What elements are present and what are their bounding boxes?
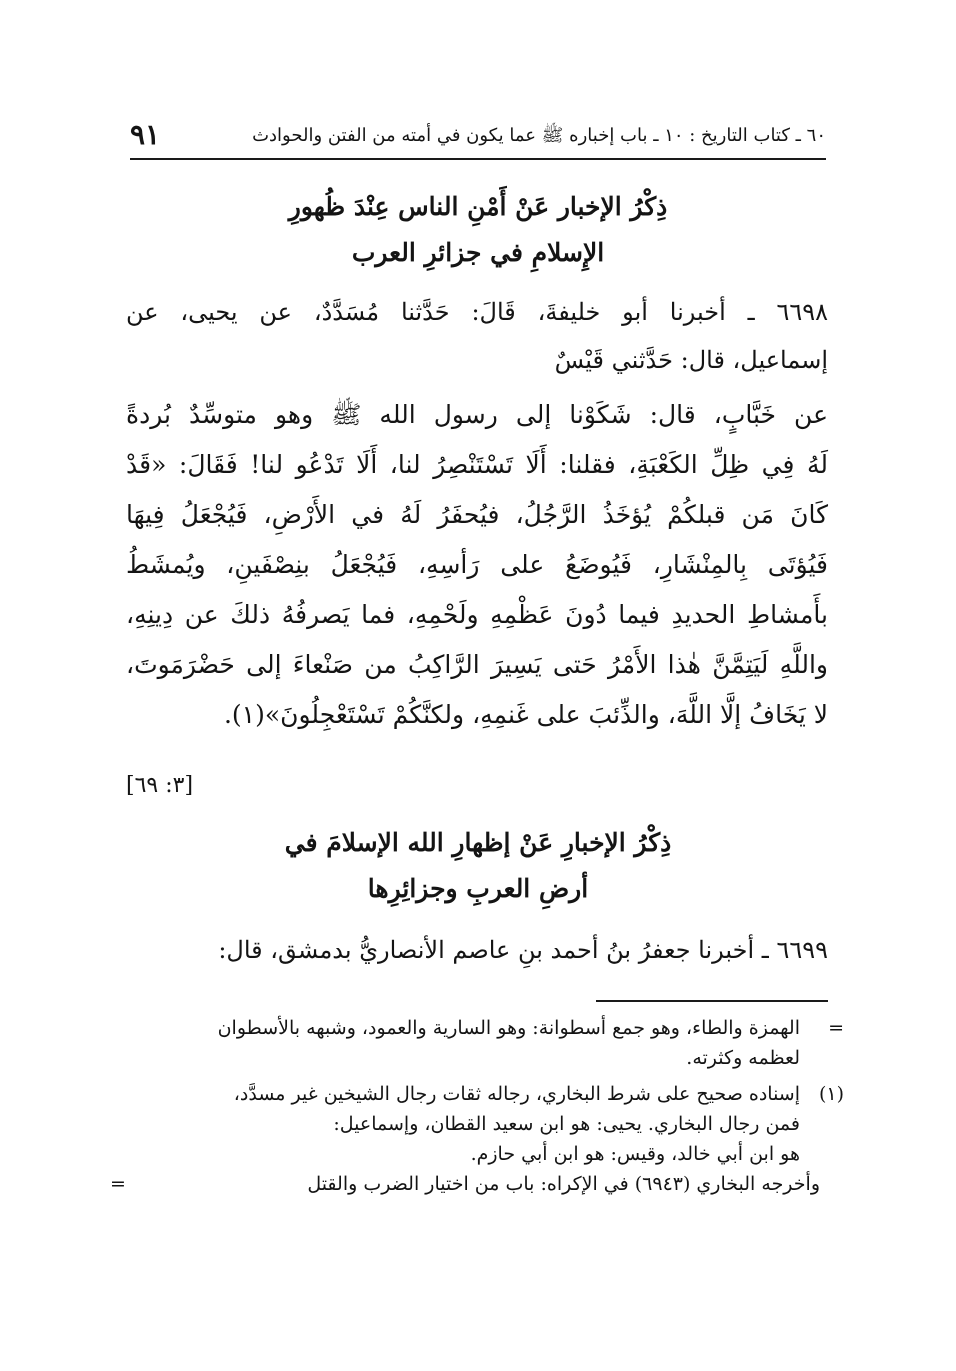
hadith-isnad [126, 288, 828, 384]
heading-line: الإِسلامِ في جزائرِ العرب [351, 238, 605, 267]
isnad-line: إسماعيل، قال: حَدَّثني قَيْسٌ [554, 346, 828, 374]
footnote-line: وأخرجه البخاري (٦٩٤٣) في الإكراه: باب من اختيار الضرب والقتل [307, 1173, 820, 1195]
matn-line: لَهُ فِي ظِلِّ الكَعْبَةِ، فقلنا: أَلَا تَسْتَنْصِرُ لنا، أَلَا تَدْعُو لنا! فَقَالَ: «قَدْ [126, 450, 828, 479]
footnotes [110, 1013, 844, 1199]
isnad-line: ٦٦٩٨ ـ أخبرنا أبو خليفةَ، قَالَ: حَدَّثنا مُسَدَّدٌ، عن يحيى، عن [126, 298, 828, 326]
footnote [110, 1079, 844, 1169]
footnote-line: لعظمه وكثرته. [686, 1047, 800, 1069]
matn-line: فَيُؤتَى بِالمِنْشَارِ، فَيُوضَعُ على رَأسِهِ، فَيُجْعَلُ بنِصْفَينِ، ويُمشَطُ [126, 550, 828, 579]
footnote-line: هو ابن أبي خالد، وقيس: هو ابن أبي حازم. [470, 1143, 800, 1165]
matn-line: كَانَ مَن قبلكُمْ يُؤخَذُ الرَّجُلُ، فيُحفَرُ لَهُ في الأَرْضِ، فَيُجْعَلُ فِيهَا [126, 500, 828, 529]
section-heading [120, 820, 836, 912]
matn-line: واللَّهِ لَيَتِمَّنَّ هٰذا الأَمْرُ حَتى يَسِيرَ الرَّاكِبُ من صَنْعاءَ إلى حَضْرَمَوتَ، [126, 650, 828, 679]
matn-line: بأَمشاطِ الحديدِ فيما دُونَ عَظْمِهِ ولَحْمِهِ، فما يَصرفُهُ ذلكَ عن دِينِهِ، [126, 600, 828, 629]
running-header [130, 118, 826, 158]
page-number: ٩١ [130, 118, 161, 151]
header-rule [130, 158, 826, 160]
footnote-marker: = [828, 1017, 844, 1039]
continuation-mark: = [110, 1173, 126, 1195]
footnote-line: إسناده صحيح على شرط البخاري، رجاله ثقات رجال الشيخين غير مسدَّد، [233, 1083, 800, 1105]
isnad-line: ٦٦٩٩ ـ أخبرنا جعفرُ بنُ أحمد بنِ عاصم الأنصاريُّ بدمشق، قال: [218, 936, 828, 964]
footnote-marker: (١) [818, 1083, 844, 1105]
footnote-line: فمن رجال البخاري. يحيى: هو ابن سعيد القطان، وإسماعيل: [333, 1113, 800, 1135]
heading-line: ذِكْرُ الإخبارِ عَنْ إظهارِ الله الإسلامَ في [284, 828, 672, 857]
running-title: ٦٠ ـ كتاب التاريخ : ١٠ ـ باب إخباره ﷺ عما يكون في أمته من الفتن والحوادث [252, 125, 826, 146]
heading-line: أرضِ العربِ وجزائِرِها [367, 874, 589, 903]
footnote [110, 1169, 844, 1199]
footnote-line: الهمزة والطاء، وهو جمع أسطوانة: وهو السارية والعمود، وشبهه بالأسطوان [217, 1017, 800, 1039]
matn-line: عن خَبَّابٍ، قال: شَكَوْنا إلى رسول الله ﷺ وهو متوسِّدٌ بُردةً [126, 400, 828, 429]
hadith-matn [126, 390, 828, 740]
heading-line: ذِكْرُ الإخبار عَنْ أَمْنِ الناس عِنْدَ ظُهورِ [288, 192, 668, 221]
footnote [110, 1013, 844, 1073]
hadith-isnad [126, 926, 828, 974]
matn-line: لا يَخَافُ إلَّا اللَّهَ، والذِّئبَ على غَنمِهِ، ولكنَّكُمْ تَسْتَعْجِلُونَ»(١). [223, 700, 828, 729]
section-heading [120, 184, 836, 276]
footnote-rule [596, 1000, 828, 1002]
hadith-reference: [٣: ٦٩] [126, 773, 194, 798]
